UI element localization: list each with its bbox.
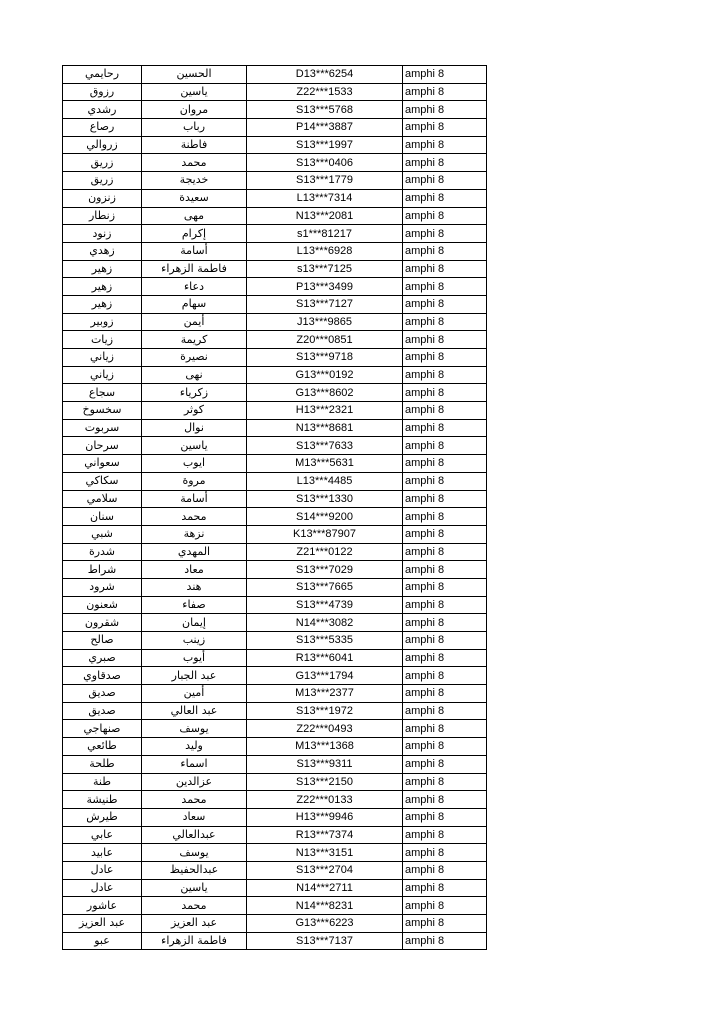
table-row — [63, 861, 487, 879]
table-row — [63, 685, 487, 703]
table-row — [63, 101, 487, 119]
last-name-cell: طيرش — [63, 808, 142, 826]
last-name-cell: زهير — [63, 260, 142, 278]
table-row — [63, 331, 487, 349]
table-row — [63, 136, 487, 154]
room-cell: amphi 8 — [403, 119, 487, 137]
student-id-cell: Z22***1533 — [247, 83, 403, 101]
first-name-cell: خديجة — [142, 172, 247, 190]
student-id-cell: N13***3151 — [247, 844, 403, 862]
student-id-cell: P13***3499 — [247, 278, 403, 296]
table-row — [63, 879, 487, 897]
room-cell: amphi 8 — [403, 826, 487, 844]
student-id-cell: Z22***0493 — [247, 720, 403, 738]
first-name-cell: اسماء — [142, 755, 247, 773]
first-name-cell: عبد الجبار — [142, 667, 247, 685]
first-name-cell: محمد — [142, 154, 247, 172]
last-name-cell: طائعي — [63, 738, 142, 756]
table-row — [63, 455, 487, 473]
room-cell: amphi 8 — [403, 861, 487, 879]
table-row — [63, 773, 487, 791]
last-name-cell: سرحان — [63, 437, 142, 455]
first-name-cell: فاطمة الزهراء — [142, 932, 247, 950]
student-id-cell: S13***1330 — [247, 490, 403, 508]
student-id-cell: M13***5631 — [247, 455, 403, 473]
room-cell: amphi 8 — [403, 578, 487, 596]
first-name-cell: زكرياء — [142, 384, 247, 402]
first-name-cell: ياسين — [142, 83, 247, 101]
first-name-cell: هند — [142, 578, 247, 596]
student-id-cell: L13***7314 — [247, 189, 403, 207]
room-cell: amphi 8 — [403, 472, 487, 490]
student-id-cell: H13***9946 — [247, 808, 403, 826]
table-row — [63, 242, 487, 260]
student-id-cell: Z20***0851 — [247, 331, 403, 349]
table-row — [63, 826, 487, 844]
table-row — [63, 808, 487, 826]
room-cell: amphi 8 — [403, 83, 487, 101]
room-cell: amphi 8 — [403, 207, 487, 225]
table-row — [63, 897, 487, 915]
table-row — [63, 578, 487, 596]
room-cell: amphi 8 — [403, 101, 487, 119]
last-name-cell: صديق — [63, 685, 142, 703]
first-name-cell: نهى — [142, 366, 247, 384]
room-cell: amphi 8 — [403, 897, 487, 915]
last-name-cell: سعواني — [63, 455, 142, 473]
table-row — [63, 437, 487, 455]
student-id-cell: L13***6928 — [247, 242, 403, 260]
first-name-cell: أمين — [142, 685, 247, 703]
last-name-cell: زنود — [63, 225, 142, 243]
table-row — [63, 596, 487, 614]
student-id-cell: S13***2704 — [247, 861, 403, 879]
student-id-cell: N14***3082 — [247, 614, 403, 632]
student-id-cell: S13***9311 — [247, 755, 403, 773]
student-id-cell: S13***5768 — [247, 101, 403, 119]
last-name-cell: صنهاجي — [63, 720, 142, 738]
last-name-cell: صالح — [63, 632, 142, 650]
last-name-cell: عابي — [63, 826, 142, 844]
table-row — [63, 720, 487, 738]
first-name-cell: ياسين — [142, 437, 247, 455]
student-id-cell: S14***9200 — [247, 508, 403, 526]
first-name-cell: أيمن — [142, 313, 247, 331]
last-name-cell: عبو — [63, 932, 142, 950]
first-name-cell: يوسف — [142, 844, 247, 862]
first-name-cell: يوسف — [142, 720, 247, 738]
student-id-cell: M13***1368 — [247, 738, 403, 756]
room-cell: amphi 8 — [403, 844, 487, 862]
table-row — [63, 225, 487, 243]
table-row — [63, 119, 487, 137]
student-id-cell: L13***4485 — [247, 472, 403, 490]
student-id-cell: N14***8231 — [247, 897, 403, 915]
first-name-cell: مروان — [142, 101, 247, 119]
room-cell: amphi 8 — [403, 738, 487, 756]
table-row — [63, 260, 487, 278]
room-cell: amphi 8 — [403, 632, 487, 650]
room-cell: amphi 8 — [403, 649, 487, 667]
table-row — [63, 83, 487, 101]
first-name-cell: محمد — [142, 897, 247, 915]
room-cell: amphi 8 — [403, 808, 487, 826]
table-row — [63, 66, 487, 84]
last-name-cell: زريق — [63, 154, 142, 172]
room-cell: amphi 8 — [403, 242, 487, 260]
first-name-cell: فاطمة الزهراء — [142, 260, 247, 278]
first-name-cell: محمد — [142, 508, 247, 526]
last-name-cell: سنان — [63, 508, 142, 526]
last-name-cell: سخسوخ — [63, 402, 142, 420]
last-name-cell: شبي — [63, 525, 142, 543]
room-cell: amphi 8 — [403, 154, 487, 172]
last-name-cell: شراط — [63, 561, 142, 579]
room-cell: amphi 8 — [403, 419, 487, 437]
first-name-cell: سعيدة — [142, 189, 247, 207]
student-id-cell: D13***6254 — [247, 66, 403, 84]
last-name-cell: شدرة — [63, 543, 142, 561]
last-name-cell: صبري — [63, 649, 142, 667]
first-name-cell: فاطنة — [142, 136, 247, 154]
student-id-cell: N13***2081 — [247, 207, 403, 225]
room-cell: amphi 8 — [403, 437, 487, 455]
room-cell: amphi 8 — [403, 225, 487, 243]
table-row — [63, 207, 487, 225]
room-cell: amphi 8 — [403, 455, 487, 473]
room-cell: amphi 8 — [403, 879, 487, 897]
table-row — [63, 189, 487, 207]
student-id-cell: R13***7374 — [247, 826, 403, 844]
first-name-cell: نوال — [142, 419, 247, 437]
table-row — [63, 791, 487, 809]
first-name-cell: أسامة — [142, 490, 247, 508]
room-cell: amphi 8 — [403, 614, 487, 632]
table-row — [63, 349, 487, 367]
room-cell: amphi 8 — [403, 685, 487, 703]
table-row — [63, 543, 487, 561]
student-id-cell: S13***4739 — [247, 596, 403, 614]
last-name-cell: زنطار — [63, 207, 142, 225]
table-row — [63, 738, 487, 756]
table-row — [63, 313, 487, 331]
student-id-cell: s13***7125 — [247, 260, 403, 278]
table-row — [63, 295, 487, 313]
student-id-cell: S13***0406 — [247, 154, 403, 172]
table-row — [63, 525, 487, 543]
student-id-cell: P14***3887 — [247, 119, 403, 137]
student-id-cell: N13***8681 — [247, 419, 403, 437]
last-name-cell: سلامي — [63, 490, 142, 508]
last-name-cell: زروالي — [63, 136, 142, 154]
room-cell: amphi 8 — [403, 402, 487, 420]
first-name-cell: كريمة — [142, 331, 247, 349]
student-id-cell: G13***8602 — [247, 384, 403, 402]
table-row — [63, 490, 487, 508]
first-name-cell: عبد العزيز — [142, 915, 247, 933]
last-name-cell: زوبير — [63, 313, 142, 331]
room-cell: amphi 8 — [403, 490, 487, 508]
first-name-cell: معاد — [142, 561, 247, 579]
room-cell: amphi 8 — [403, 596, 487, 614]
room-cell: amphi 8 — [403, 667, 487, 685]
last-name-cell: عاشور — [63, 897, 142, 915]
student-id-cell: S13***9718 — [247, 349, 403, 367]
room-cell: amphi 8 — [403, 791, 487, 809]
first-name-cell: ياسين — [142, 879, 247, 897]
first-name-cell: دعاء — [142, 278, 247, 296]
room-cell: amphi 8 — [403, 295, 487, 313]
room-cell: amphi 8 — [403, 561, 487, 579]
last-name-cell: صديق — [63, 702, 142, 720]
table-row — [63, 932, 487, 950]
table-row — [63, 915, 487, 933]
last-name-cell: زياني — [63, 366, 142, 384]
first-name-cell: سهام — [142, 295, 247, 313]
student-id-cell: N14***2711 — [247, 879, 403, 897]
student-id-cell: S13***7633 — [247, 437, 403, 455]
room-cell: amphi 8 — [403, 384, 487, 402]
last-name-cell: طنيشة — [63, 791, 142, 809]
last-name-cell: زهير — [63, 278, 142, 296]
first-name-cell: الحسين — [142, 66, 247, 84]
first-name-cell: صفاء — [142, 596, 247, 614]
table-row — [63, 384, 487, 402]
first-name-cell: إكرام — [142, 225, 247, 243]
room-cell: amphi 8 — [403, 136, 487, 154]
table-row — [63, 844, 487, 862]
table-row — [63, 508, 487, 526]
room-cell: amphi 8 — [403, 66, 487, 84]
first-name-cell: إيمان — [142, 614, 247, 632]
last-name-cell: شرود — [63, 578, 142, 596]
table-row — [63, 419, 487, 437]
room-cell: amphi 8 — [403, 543, 487, 561]
first-name-cell: عبدالحفيظ — [142, 861, 247, 879]
table-row — [63, 649, 487, 667]
last-name-cell: سربوت — [63, 419, 142, 437]
student-id-cell: s1***81217 — [247, 225, 403, 243]
student-id-cell: J13***9865 — [247, 313, 403, 331]
last-name-cell: صدقاوي — [63, 667, 142, 685]
last-name-cell: طنة — [63, 773, 142, 791]
first-name-cell: عبدالعالي — [142, 826, 247, 844]
student-id-cell: S13***7127 — [247, 295, 403, 313]
last-name-cell: عبد العزيز — [63, 915, 142, 933]
roster-body — [63, 66, 487, 950]
student-id-cell: G13***6223 — [247, 915, 403, 933]
last-name-cell: زريق — [63, 172, 142, 190]
last-name-cell: رحايمي — [63, 66, 142, 84]
table-row — [63, 702, 487, 720]
student-id-cell: S13***5335 — [247, 632, 403, 650]
room-cell: amphi 8 — [403, 189, 487, 207]
last-name-cell: سجاع — [63, 384, 142, 402]
first-name-cell: سعاد — [142, 808, 247, 826]
table-row — [63, 154, 487, 172]
room-cell: amphi 8 — [403, 172, 487, 190]
student-id-cell: H13***2321 — [247, 402, 403, 420]
room-cell: amphi 8 — [403, 349, 487, 367]
room-cell: amphi 8 — [403, 260, 487, 278]
student-id-cell: S13***1972 — [247, 702, 403, 720]
room-cell: amphi 8 — [403, 755, 487, 773]
last-name-cell: طلحة — [63, 755, 142, 773]
room-cell: amphi 8 — [403, 773, 487, 791]
first-name-cell: المهدي — [142, 543, 247, 561]
last-name-cell: رشدي — [63, 101, 142, 119]
room-cell: amphi 8 — [403, 313, 487, 331]
room-cell: amphi 8 — [403, 278, 487, 296]
first-name-cell: نصيرة — [142, 349, 247, 367]
student-id-cell: M13***2377 — [247, 685, 403, 703]
student-id-cell: S13***7029 — [247, 561, 403, 579]
room-cell: amphi 8 — [403, 915, 487, 933]
first-name-cell: ايوب — [142, 455, 247, 473]
last-name-cell: زياني — [63, 349, 142, 367]
table-row — [63, 614, 487, 632]
table-row — [63, 402, 487, 420]
room-cell: amphi 8 — [403, 932, 487, 950]
table-row — [63, 561, 487, 579]
student-id-cell: S13***7665 — [247, 578, 403, 596]
last-name-cell: شعنون — [63, 596, 142, 614]
student-roster-table — [62, 65, 487, 950]
room-cell: amphi 8 — [403, 366, 487, 384]
first-name-cell: أسامة — [142, 242, 247, 260]
student-id-cell: R13***6041 — [247, 649, 403, 667]
student-id-cell: G13***0192 — [247, 366, 403, 384]
room-cell: amphi 8 — [403, 331, 487, 349]
student-id-cell: S13***1997 — [247, 136, 403, 154]
last-name-cell: زهدي — [63, 242, 142, 260]
student-id-cell: Z21***0122 — [247, 543, 403, 561]
room-cell: amphi 8 — [403, 508, 487, 526]
last-name-cell: عابيد — [63, 844, 142, 862]
student-id-cell: S13***2150 — [247, 773, 403, 791]
last-name-cell: عادل — [63, 861, 142, 879]
room-cell: amphi 8 — [403, 720, 487, 738]
table-row — [63, 755, 487, 773]
student-id-cell: K13***87907 — [247, 525, 403, 543]
table-row — [63, 472, 487, 490]
first-name-cell: مهى — [142, 207, 247, 225]
last-name-cell: زهير — [63, 295, 142, 313]
room-cell: amphi 8 — [403, 702, 487, 720]
last-name-cell: رصاع — [63, 119, 142, 137]
table-row — [63, 366, 487, 384]
last-name-cell: سكاكي — [63, 472, 142, 490]
first-name-cell: رباب — [142, 119, 247, 137]
first-name-cell: كوثر — [142, 402, 247, 420]
table-row — [63, 632, 487, 650]
student-id-cell: Z22***0133 — [247, 791, 403, 809]
first-name-cell: عزالدين — [142, 773, 247, 791]
last-name-cell: عادل — [63, 879, 142, 897]
last-name-cell: رزوق — [63, 83, 142, 101]
table-row — [63, 278, 487, 296]
first-name-cell: عبد العالي — [142, 702, 247, 720]
first-name-cell: أيوب — [142, 649, 247, 667]
first-name-cell: وليد — [142, 738, 247, 756]
last-name-cell: زيات — [63, 331, 142, 349]
last-name-cell: زنزون — [63, 189, 142, 207]
first-name-cell: مروة — [142, 472, 247, 490]
student-id-cell: S13***1779 — [247, 172, 403, 190]
first-name-cell: زينب — [142, 632, 247, 650]
room-cell: amphi 8 — [403, 525, 487, 543]
table-row — [63, 172, 487, 190]
first-name-cell: نزهة — [142, 525, 247, 543]
table-row — [63, 667, 487, 685]
student-id-cell: S13***7137 — [247, 932, 403, 950]
first-name-cell: محمد — [142, 791, 247, 809]
student-id-cell: G13***1794 — [247, 667, 403, 685]
last-name-cell: شقرون — [63, 614, 142, 632]
